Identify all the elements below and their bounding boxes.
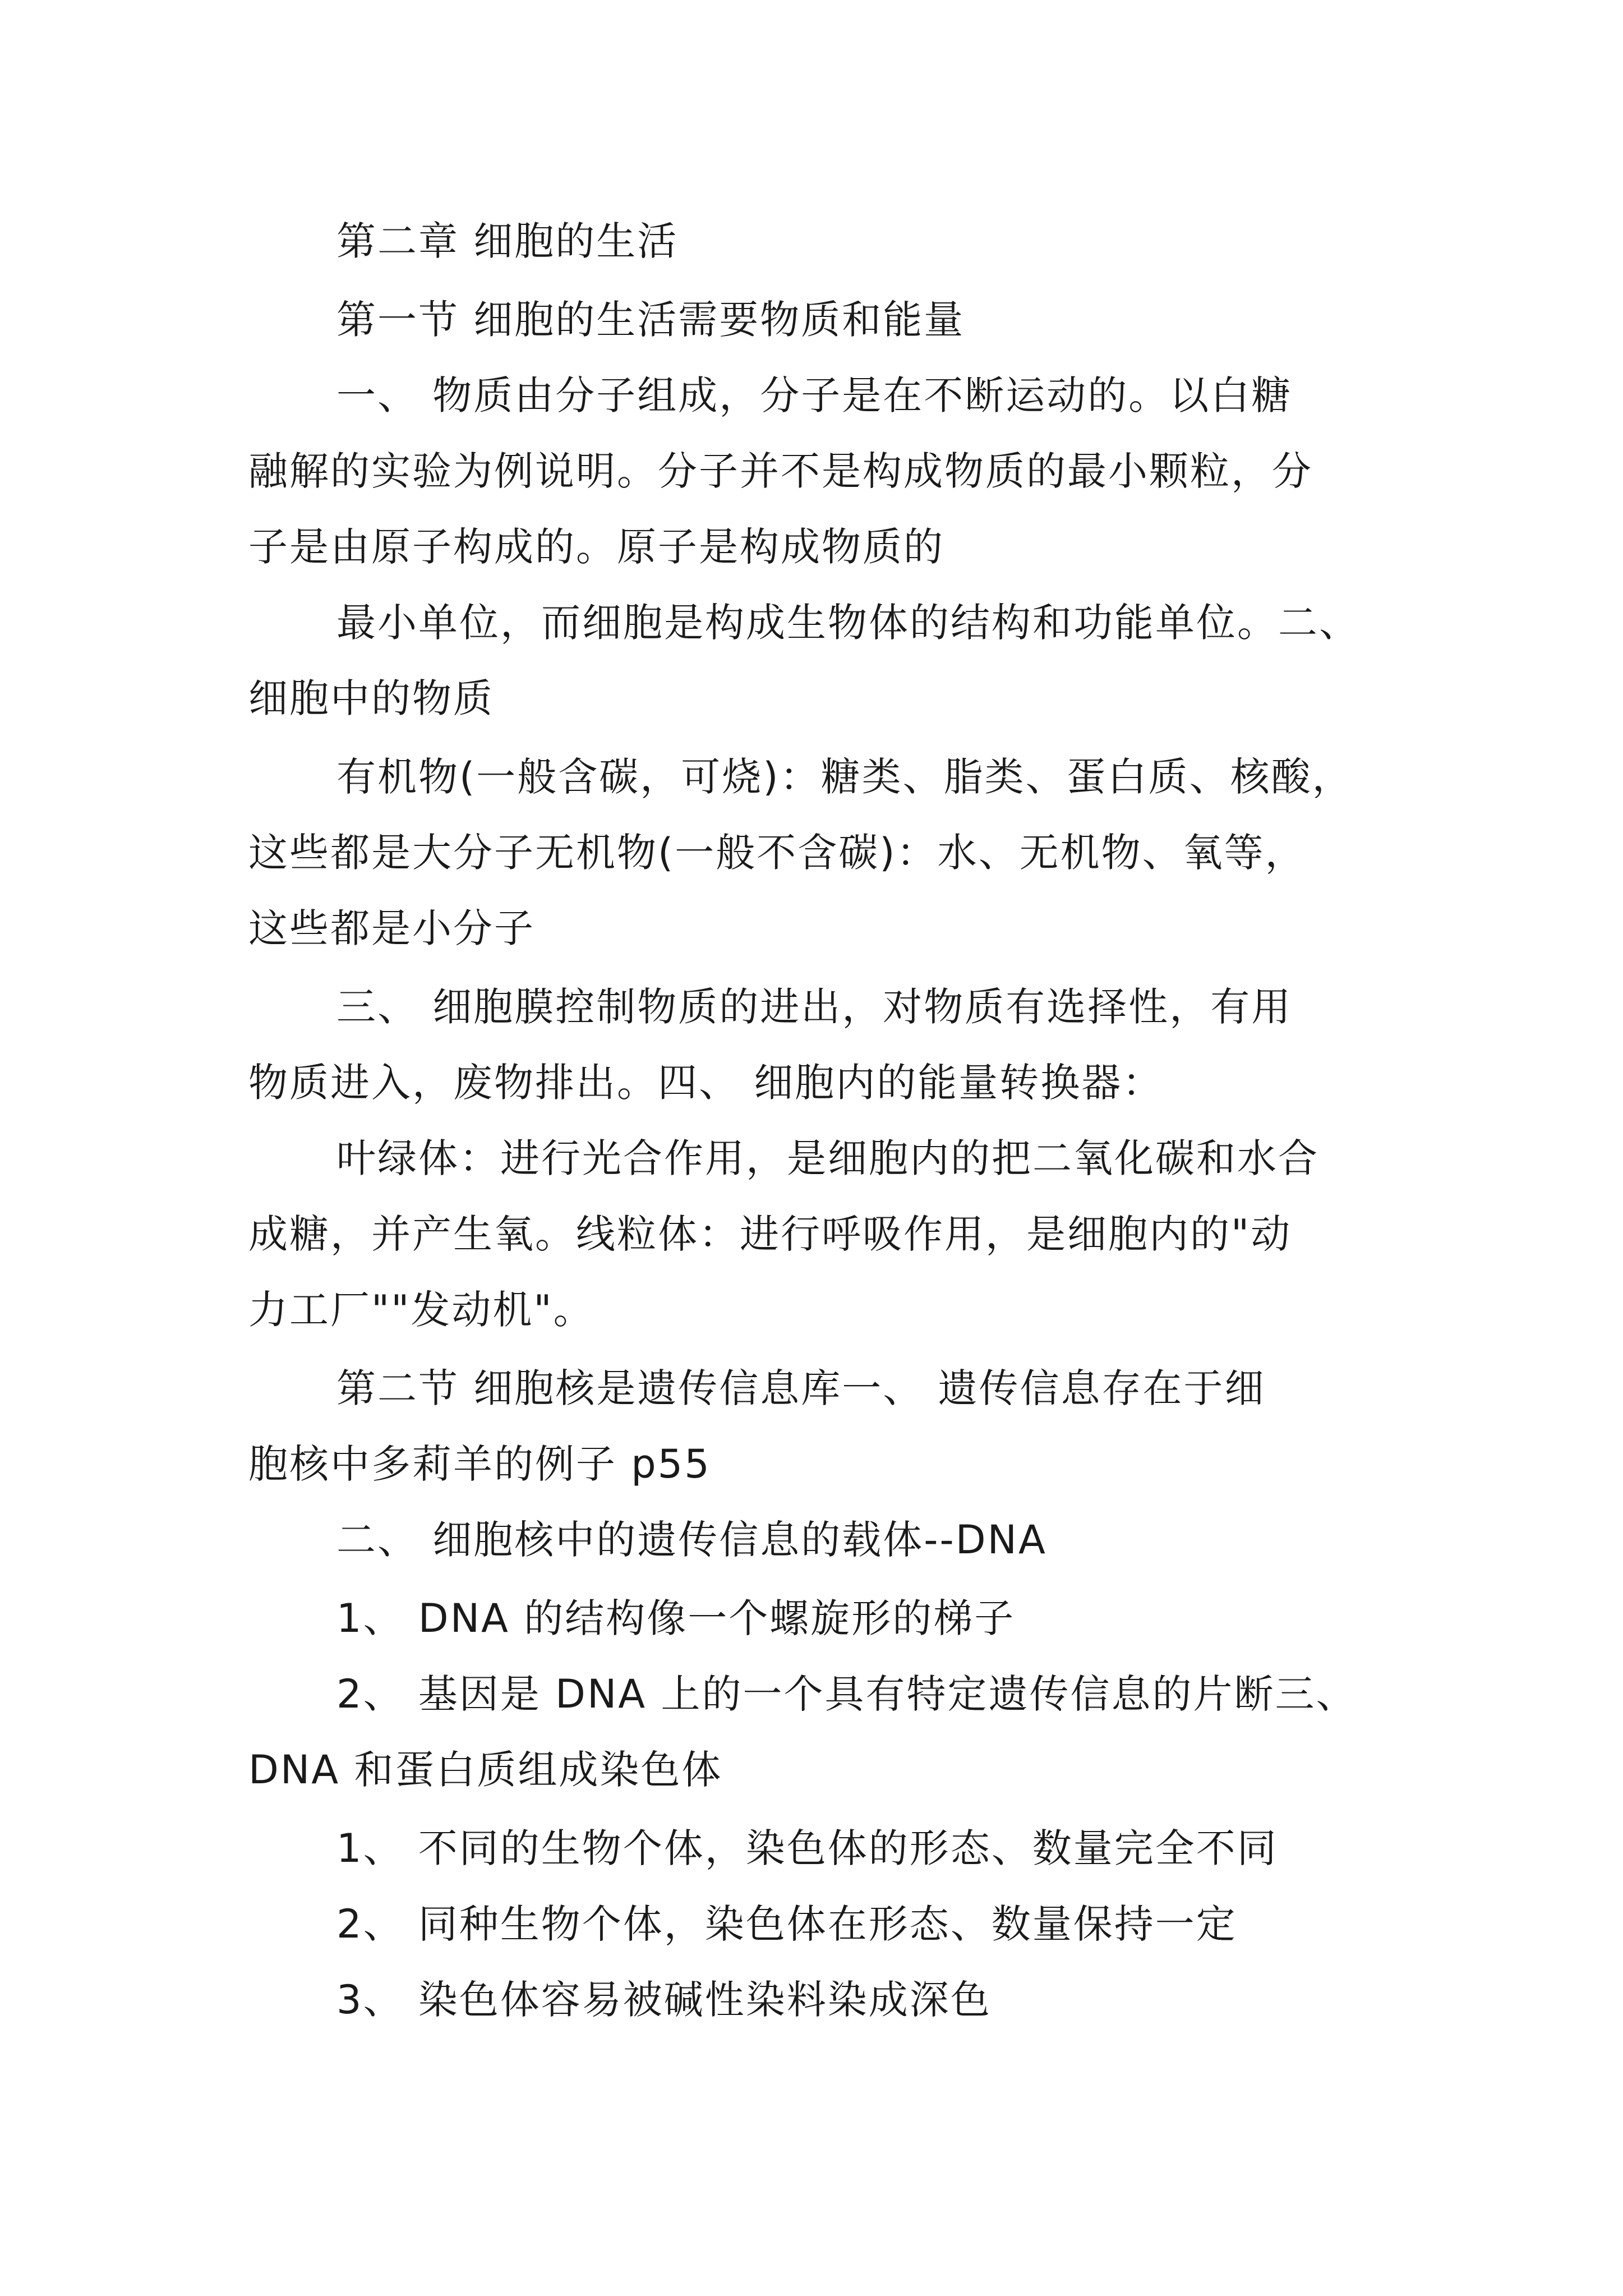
paragraph-line: 三、 细胞膜控制物质的进出，对物质有选择性，有用 bbox=[336, 984, 1293, 1030]
paragraph-line: DNA 和蛋白质组成染色体 bbox=[248, 1747, 723, 1793]
paragraph-line: 叶绿体：进行光合作用，是细胞内的把二氧化碳和水合 bbox=[336, 1135, 1319, 1181]
list-item: 2、 同种生物个体，染色体在形态、数量保持一定 bbox=[336, 1901, 1237, 1947]
paragraph-line: 有机物(一般含碳，可烧)：糖类、脂类、蛋白质、核酸， bbox=[336, 754, 1353, 800]
paragraph-line: 胞核中多莉羊的例子 p55 bbox=[248, 1441, 711, 1487]
paragraph-line: 物质进入，废物排出。四、 细胞内的能量转换器： bbox=[248, 1060, 1164, 1106]
section-title: 第二节 细胞核是遗传信息库一、 遗传信息存在于细 bbox=[336, 1365, 1266, 1411]
paragraph-line: 一、 物质由分子组成，分子是在不断运动的。以白糖 bbox=[336, 372, 1293, 418]
paragraph-line: 最小单位，而细胞是构成生物体的结构和功能单位。二、 bbox=[336, 600, 1360, 646]
paragraph-line: 这些都是大分子无机物(一般不含碳)：水、无机物、氧等， bbox=[248, 830, 1306, 876]
paragraph-line: 二、 细胞核中的遗传信息的载体--DNA bbox=[336, 1517, 1047, 1563]
paragraph-line: 子是由原子构成的。原子是构成物质的 bbox=[248, 524, 944, 570]
paragraph-line: 力工厂""发动机"。 bbox=[248, 1287, 594, 1333]
paragraph-line: 这些都是小分子 bbox=[248, 905, 535, 951]
chapter-title: 第二章 细胞的生活 bbox=[336, 218, 679, 264]
list-item: 1、 不同的生物个体，染色体的形态、数量完全不同 bbox=[336, 1825, 1278, 1871]
paragraph-line: 融解的实验为例说明。分子并不是构成物质的最小颗粒，分 bbox=[248, 448, 1313, 494]
paragraph-line: 细胞中的物质 bbox=[248, 675, 494, 721]
list-item: 1、 DNA 的结构像一个螺旋形的梯子 bbox=[336, 1595, 1016, 1641]
section-title: 第一节 细胞的生活需要物质和能量 bbox=[336, 297, 965, 343]
list-item: 3、 染色体容易被碱性染料染成深色 bbox=[336, 1977, 992, 2023]
paragraph-line: 成糖，并产生氧。线粒体：进行呼吸作用，是细胞内的"动 bbox=[248, 1211, 1292, 1257]
list-item: 2、 基因是 DNA 上的一个具有特定遗传信息的片断三、 bbox=[336, 1671, 1357, 1717]
